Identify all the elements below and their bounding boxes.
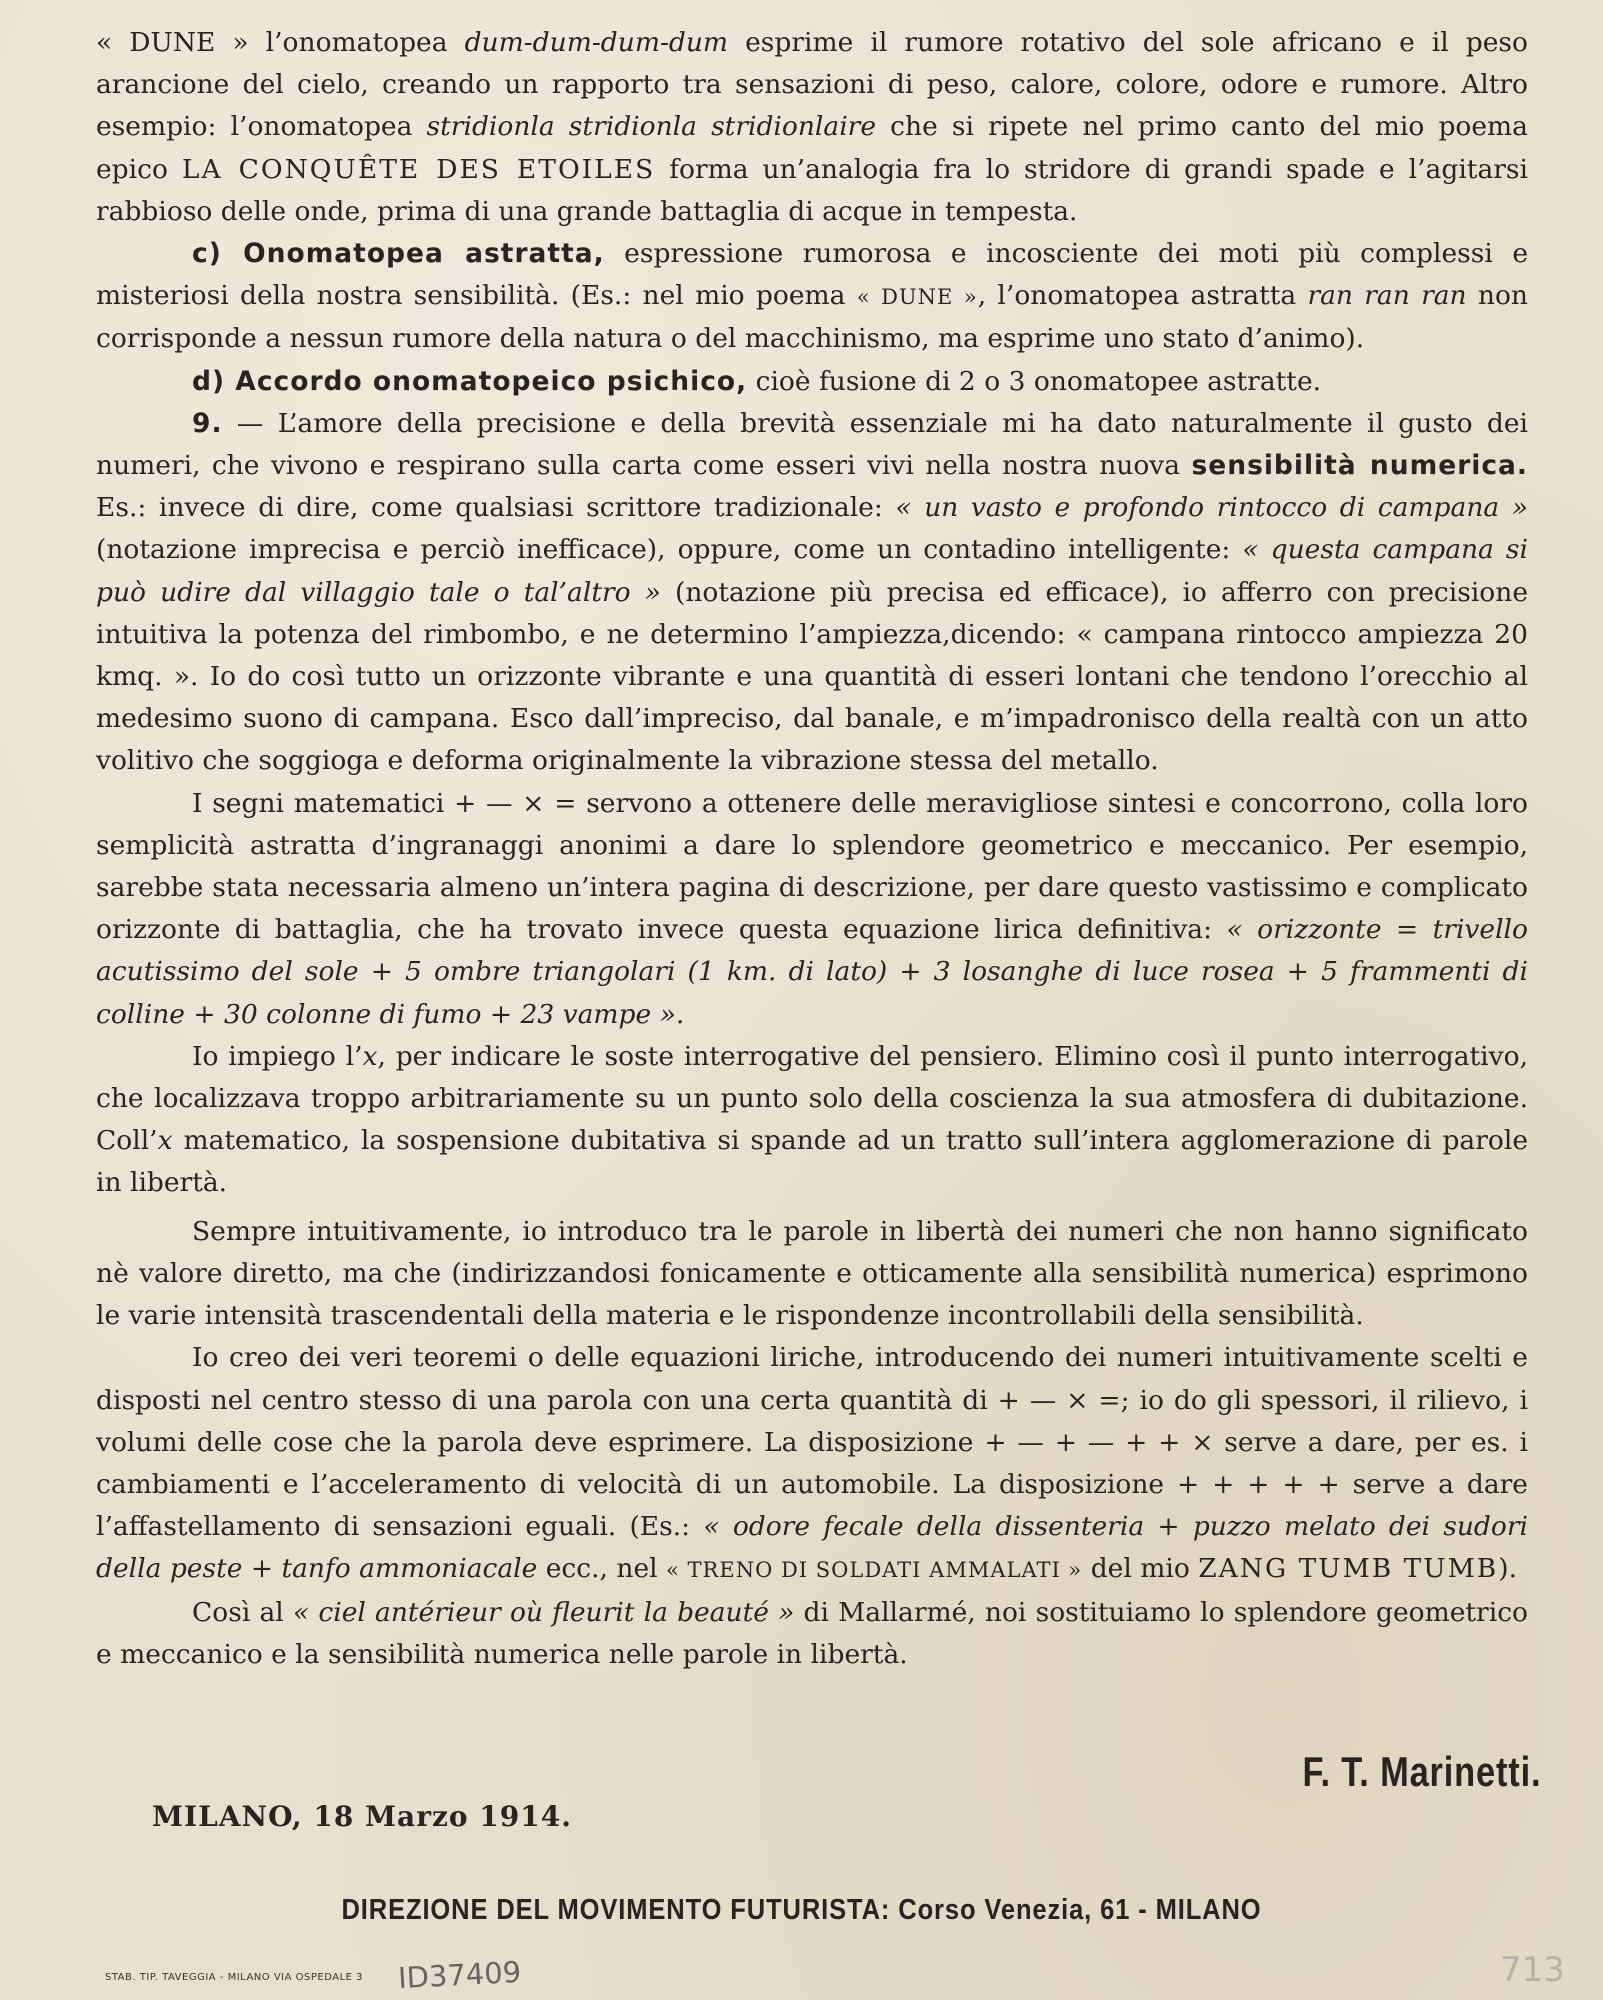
- author-signature: F. T. Marinetti.: [1302, 1748, 1541, 1795]
- text-span: forma un’analogia fra lo stridore di grandi spade e l’agitarsi rabbioso delle onde, prima di una grande battaglia di acque in tempesta.: [96, 153, 1528, 227]
- text-span: c) Onomatopea astratta,: [192, 238, 605, 270]
- text-span: 9.: [192, 407, 223, 439]
- inventory-number: ID37409: [397, 1954, 522, 1996]
- paragraph-p3: [96, 361, 1528, 403]
- text-span: (notazione imprecisa e perciò inefficace), oppure, come un contadino intelligente:: [96, 534, 1243, 566]
- text-span: stridionla stridionla stridionlaire: [426, 111, 877, 143]
- text-span: non corrisponde a nessun rumore della natura o del macchinismo, ma esprime uno stato d’animo).: [96, 280, 1528, 355]
- text-span: x: [157, 1125, 173, 1157]
- text-span: di Mallarmé, noi sostituiamo lo splendore geometrico e meccanico e la sensibilità numerica nelle parole in libertà.: [96, 1596, 1528, 1670]
- text-span: « un vasto e profondo rintocco di campana »: [895, 492, 1528, 524]
- manifesto-body: [96, 22, 1528, 1676]
- date-line: MILANO, 18 Marzo 1914.: [152, 1800, 572, 1833]
- publisher-footer: DIREZIONE DEL MOVIMENTO FUTURISTA: Corso Venezia, 61 - MILANO: [341, 1894, 1262, 1926]
- text-span: Io impiego l’: [192, 1040, 363, 1072]
- text-span: « TRENO DI SOLDATI AMMALATI »: [666, 1558, 1083, 1583]
- paragraph-p8: [96, 1337, 1528, 1591]
- text-span: ).: [1498, 1553, 1517, 1585]
- text-span: espressione rumorosa e incosciente dei moti più complessi e misteriosi della nostra sensibilità. (Es.: nel mio poema: [96, 238, 1528, 312]
- text-span: « ciel antérieur où fleurit la beauté »: [292, 1596, 795, 1628]
- text-span: , l’onomatopea astratta: [977, 280, 1308, 312]
- text-span: d) Accordo onomatopeico psichico,: [192, 365, 748, 397]
- text-span: Es.: invece di dire, come qualsiasi scrittore tradizionale:: [96, 492, 896, 524]
- paragraph-p2: [96, 233, 1528, 361]
- text-span: dum-dum-dum-dum: [464, 27, 729, 58]
- text-span: « odore fecale della dissenteria + puzzo melato dei sudori della peste + tanfo ammoniacale: [96, 1511, 1528, 1585]
- paragraph-p4: [96, 403, 1528, 783]
- text-span: x: [362, 1040, 378, 1072]
- text-span: — L’amore della precisione e della brevità essenziale mi ha dato naturalmente il gusto dei numeri, che vivono e respirano sulla carta come esseri vivi nella nostra nuova: [96, 407, 1528, 482]
- text-span: LA CONQUÊTE DES ETOILES: [181, 153, 656, 185]
- text-span: « DUNE »: [856, 285, 978, 310]
- text-span: « questa campana si può udire dal villaggio tale o tal’altro »: [96, 534, 1528, 608]
- text-span: sensibilità numerica.: [1191, 450, 1528, 482]
- text-span: I segni matematici + — × = servono a ottenere delle meravigliose sintesi e concorrono, colla loro semplicità astratta d’ingranaggi anonimi a dare lo splendore geometrico e meccanico. Per esempio, sarebbe stata necessaria almeno un’intera pagina di descrizione, per dare questo vastissimo e complicato orizzonte di battaglia, che ha trovato invece questa equazione lirica definitiva:: [96, 787, 1528, 946]
- text-span: Io creo dei veri teoremi o delle equazioni liriche, introducendo dei numeri intuitivamente scelti e disposti nel centro stesso di una parola con una certa quantità di + — × =; io do gli spessori, il rilievo, i volumi delle cose che la parola deve esprimere. La disposizione + — + — + + × serve a dare, per es. i cambiamenti e l’acceleramento di velocità di un automobile. La disposizione + + + + + serve a dare l’affastellamento di sensazioni eguali. (Es.:: [96, 1342, 1528, 1543]
- paragraph-p7: [96, 1211, 1528, 1338]
- text-span: « DUNE » l’onomatopea: [96, 27, 465, 58]
- text-span: esprime il rumore rotativo del sole africano e il peso arancione del cielo, creando un rapporto tra sensazioni di peso, calore, colore, odore e rumore. Altro esempio: l’onomatopea: [96, 27, 1528, 143]
- text-span: del mio: [1082, 1553, 1199, 1585]
- printer-imprint: STAB. TIP. TAVEGGIA - MILANO VIA OSPEDALE 3: [105, 1972, 363, 1983]
- text-span: « orizzonte = trivello acutissimo del sole + 5 ombre triangolari (1 km. di lato) + 3 losanghe di luce rosea + 5 frammenti di colline + 30 colonne di fumo + 23 vampe ».: [96, 914, 1528, 1030]
- text-span: Così al: [192, 1596, 293, 1628]
- text-span: , per indicare le soste interrogative del pensiero. Elimino così il punto interrogativo, che localizzava troppo arbitrariamente su un punto solo della coscienza la sua atmosfera di dubitazione. Coll’: [96, 1040, 1529, 1157]
- text-span: matematico, la sospensione dubitativa si spande ad un tratto sull’intera agglomerazione di parole in libertà.: [96, 1125, 1528, 1199]
- text-span: ZANG TUMB TUMB: [1198, 1553, 1499, 1585]
- text-span: (notazione più precisa ed efficace), io afferro con precisione intuitiva la potenza del rimbombo, e ne determino l’ampiezza,dicendo: « campana rintocco ampiezza 20 kmq. ». Io do così tutto un orizzonte vibrante e una quantità di esseri lontani che tendono l’orecchio al medesimo suono di campana. Esco dall’impreciso, dal banale, e m’impadronisco della realtà con un atto volitivo che soggioga e deforma originalmente la vibrazione stessa del metallo.: [96, 576, 1529, 777]
- text-span: ran ran ran: [1307, 280, 1467, 312]
- paragraph-p5: [96, 783, 1528, 1036]
- paragraph-p6: [96, 1036, 1528, 1205]
- paragraph-p1: [96, 22, 1528, 233]
- text-span: che si ripete nel primo canto del mio poema epico: [96, 111, 1528, 185]
- text-span: cioè fusione di 2 o 3 onomatopee astratte.: [747, 365, 1322, 397]
- text-span: Sempre intuitivamente, io introduco tra le parole in libertà dei numeri che non hanno significato nè valore diretto, ma che (indirizzandosi fonicamente e otticamente alla sensibilità numerica) esprimono le varie intensità trascendentali della materia e le rispondenze incontrollabili della sensibilità.: [96, 1215, 1528, 1332]
- pencil-corner-mark: 713: [1500, 1950, 1565, 1990]
- paragraph-p9: [96, 1592, 1528, 1676]
- text-span: ecc., nel: [537, 1553, 667, 1585]
